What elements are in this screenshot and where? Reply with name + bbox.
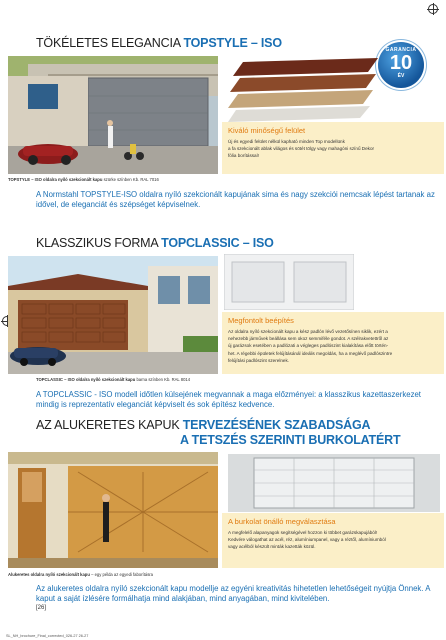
section2-title [36,236,274,250]
section1-info-line-1: Új és egyedi felület nélkül kapható minden Top modellünk [228,139,345,144]
section3-info-box [222,513,444,568]
section3-title-line1 [36,418,370,432]
guarantee-badge-number: 10 [389,52,413,74]
section1-caption [8,177,159,182]
topstyle-panel-samples [228,58,378,122]
topclassic-garage-illustration [8,256,218,374]
section2-info-title: Megfontolt beépítés [228,316,294,325]
section2-title-brand: TOPCLASSIC – ISO [161,236,274,250]
section2-info-line-5: felújítási padlószint szerelnek. [228,357,290,363]
guarantee-badge-top: GARANCIA [385,47,417,53]
section2-caption-bold: TOPCLASSIC – ISO oldalra nyíló szekcionált kapu [36,377,136,382]
section3-title-brand-2: A TETSZÉS SZERINTI BURKOLATÉRT [180,433,401,447]
topstyle-garage-photo [8,56,218,174]
section3-info-title: A burkolat önálló megválasztása [228,517,336,526]
section1-caption-rest: szürke színben Kb. RAL 7016 [102,177,159,182]
section3-caption-bold: Alukeretes oldalra nyíló szekcionált kapu [8,572,90,577]
alu-frame-garage-photo [8,452,218,568]
cassette-panel-illustration [224,254,354,310]
page-reference: [26] [36,605,47,611]
registration-mark-top-right [428,4,438,14]
section3-title-brand-1: TERVEZÉSÉNEK SZABADSÁGA [182,418,371,432]
section1-info-title: Kiváló minőségű felület [228,126,306,135]
section1-info-box [222,122,444,174]
section2-info-line-1: Az oldalra nyíló szekcionált kapu a kész padlón lévő vezetősínen siklik, ezért a [228,329,388,334]
section1-title [36,36,282,50]
alu-frame-door-illustration [228,454,440,512]
section1-title-brand: TOPSTYLE – ISO [183,36,282,50]
section1-caption-bold: TOPSTYLE – ISO oldalra nyíló szekcionált kapu [8,177,103,182]
guarantee-badge-bottom: ÉV [397,73,405,79]
topclassic-panel-sample [224,254,354,310]
guarantee-badge [378,42,424,88]
section3-info-line-2: Kedvére válogathat az acél, réz, alumíniumpanel, vagy a réztől, alumíniumból [228,537,386,543]
section3-body: Az alukeretes oldalra nyíló szekcionált kapu modellje az egyéni kreativitás hihetetlen lehetőségeit nyújtja Önnek. A kaput a saját ízlésére formálhatja mind alakjában, mind anyagában, mind kivitelében. [36,584,430,603]
wood-panel-samples-illustration [228,58,378,122]
alu-frame-garage-illustration [8,452,218,568]
topclassic-garage-photo [8,256,218,374]
section2-title-plain: KLASSZIKUS FORMA [36,236,162,250]
section3-title-line2 [180,433,400,447]
alu-frame-door-sample [228,454,440,512]
section3-info-line-1: A megfelelő alapanyagok segítségével hozzon ki többet garázskapujából! [228,530,378,535]
section1-title-plain: TÖKÉLETES ELEGANCIA [36,36,184,50]
section1-info-line-2: a fa szekcionált ablak világos és sötét tölgy vagy mahagóni színű Dekor [228,146,375,152]
section1-body: A Normstahl TOPSTYLE-ISO oldalra nyíló szekcionált kapujának sima és nagy szekciói nemcsak lépést tartanak az idővel, de eleganciát és szépséget képviselnek. [36,190,435,209]
section3-caption-rest: – egy példa az egyedi faborításra [89,572,154,577]
section2-info-line-2: nehezebb járművek beállása sem okoz semmiféle gondot. A szélrakvetettről az [228,336,389,342]
section2-info-box [222,312,444,374]
section2-body: A TOPCLASSIC - ISO modell időtlen külsejének megvannak a maga előzményei: a klasszikus kazettaszerkezet mindig is reprezentatív eleganciát képviselt és sok építész kedvence. [36,390,421,409]
topstyle-garage-illustration [8,56,218,174]
section3-info-line-3: vagy acélból készült minták kazetták közül. [228,544,316,550]
section1-info-line-3: fólia borítással! [228,153,259,159]
section2-caption [36,377,190,382]
section2-info-line-4: het. A régebbi épületek felújításánál ideális megoldás, ha a meglévő padlószintre [228,350,393,356]
section2-caption-rest: barna színben Kb. RAL 8014 [135,377,191,382]
print-slug: SL_NH_brochure_Final_corrected_026-27 26-27 [6,634,89,638]
section3-title-plain: AZ ALUKERETES KAPUK [36,418,183,432]
section2-info-line-3: új garázsok esetében a padlózati a végleges padlószint kialakítása előtt történ- [228,343,389,349]
section3-caption [8,572,153,577]
